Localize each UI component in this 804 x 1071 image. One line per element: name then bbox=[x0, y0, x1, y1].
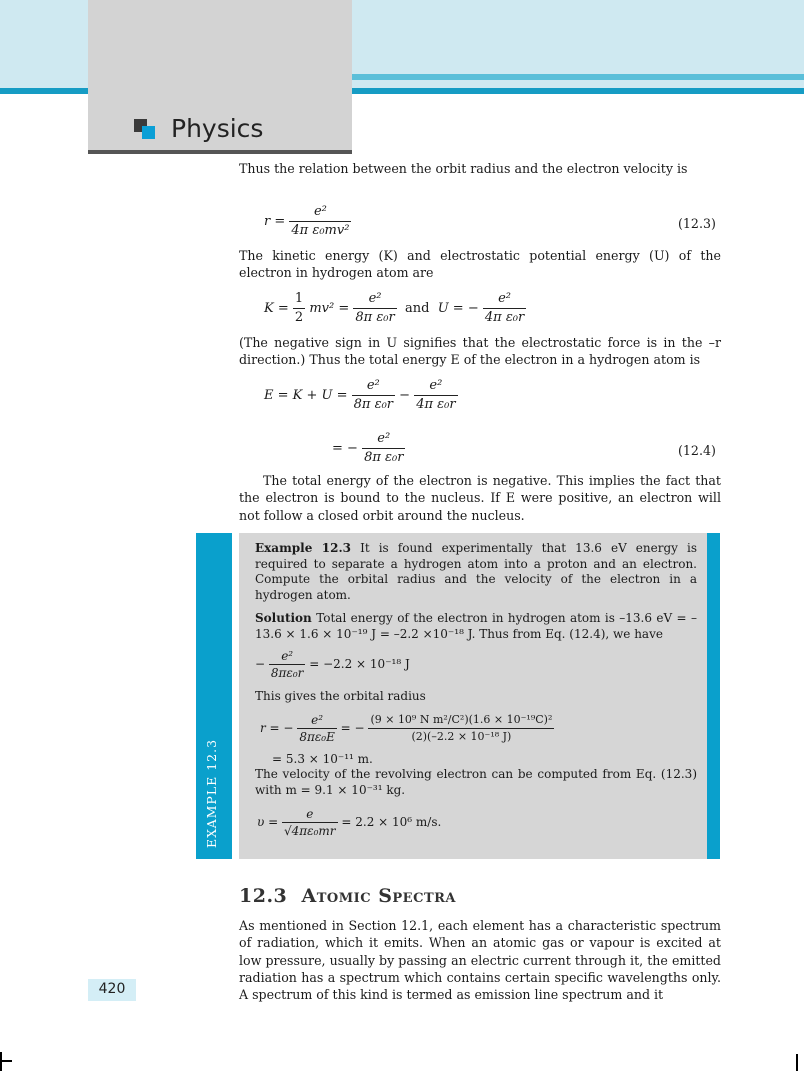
equation-total-energy: E = K + U = $\frac{\text{e²}}{\text{8π ε₀r}}$ − $\frac{\text{e²}}{\text{4π ε₀r}}$ bbox=[264, 378, 456, 412]
example-equation-3: = 5.3 × 10⁻¹¹ m. bbox=[272, 752, 373, 766]
header-thin-rule bbox=[352, 74, 804, 80]
paragraph: The total energy of the electron is negative. This implies the fact that the electron is bound to the nucleus. If E were positive, an electron will not follow a closed orbit around the nucleus. bbox=[239, 473, 721, 523]
example-edge-stripe bbox=[707, 533, 720, 859]
section-heading: 12.3 Atomic Spectra bbox=[239, 885, 457, 907]
equation-kinetic-potential: K = $\frac{1}{2}$ mv² = $\frac{\text{e²}}{\text{8π ε₀r}}$ and U = − $\frac{\text{e²}}{\text{4π ε₀r}}$ bbox=[264, 291, 525, 325]
example-solution: Solution Total energy of the electron in hydrogen atom is –13.6 eV = –13.6 × 1.6 × 10⁻¹⁹ J = –2.2 ×10⁻¹⁸ J. Thus from Eq. (12.4), we have bbox=[255, 611, 697, 641]
example-equation-4: υ = $\frac{e}{\text{√4πε₀mr}}$ = 2.2 × 10⁶ m/s. bbox=[257, 807, 442, 838]
equation-number: (12.4) bbox=[678, 443, 716, 458]
crop-mark-bottom-left-h bbox=[0, 1060, 12, 1062]
crop-mark-bottom-right bbox=[796, 1054, 798, 1071]
section-paragraph: As mentioned in Section 12.1, each element has a characteristic spectrum of radiation, which it emits. When an atomic gas or vapour is excited at low pressure, usually by passing an electric current through it, the emitted radiation has a spectrum which contains certain specific wavelengths only. A spectrum of this kind is termed as emission line spectrum and it bbox=[239, 918, 721, 1003]
chapter-panel-rule bbox=[88, 150, 352, 154]
chapter-title: Physics bbox=[171, 114, 264, 143]
paragraph: (The negative sign in U signifies that the electrostatic force is in the –r direction.) Thus the total energy E of the electron in a hydrogen atom is bbox=[239, 335, 721, 368]
fraction: $\frac{\text{e²}}{\text{4π ε₀mv²}}$ bbox=[291, 204, 350, 238]
page-number: 420 bbox=[98, 981, 126, 997]
example-side-label: EXAMPLE 12.3 bbox=[204, 738, 219, 848]
example-equation-2: r = − $\frac{\text{e²}}{\text{8πε₀E}}$ = − $\frac{\text{(9 × 10⁹ N m²/C²)(1.6 × 10⁻¹⁹C)²}}{\text{(2)(–2.2 × 10⁻¹⁸ J)}}$ bbox=[260, 713, 553, 744]
equation-number: (12.3) bbox=[678, 216, 716, 231]
paragraph: The kinetic energy (K) and electrostatic potential energy (U) of the electron in hydrogen atom are bbox=[239, 248, 721, 281]
equation-12-4: = − $\frac{\text{e²}}{\text{8π ε₀r}}$ bbox=[332, 431, 404, 465]
example-question: Example 12.3 It is found experimentally that 13.6 eV energy is required to separate a hydrogen atom into a proton and an electron. Compute the orbital radius and the velocity of the electron in a hydrogen atom. bbox=[255, 541, 697, 602]
example-velocity-text: The velocity of the revolving electron can be computed from Eq. (12.3) with m = 9.1 × 10⁻³¹ kg. bbox=[255, 767, 697, 797]
equation-12-3 bbox=[264, 203, 351, 240]
equation-lhs: r = bbox=[264, 214, 286, 229]
example-text: This gives the orbital radius bbox=[255, 689, 426, 703]
example-equation-1: − $\frac{\text{e²}}{\text{8πε₀r}}$ = −2.2 × 10⁻¹⁸ J bbox=[255, 649, 410, 680]
squares-logo-icon bbox=[134, 119, 156, 139]
paragraph: Thus the relation between the orbit radius and the electron velocity is bbox=[239, 161, 688, 176]
